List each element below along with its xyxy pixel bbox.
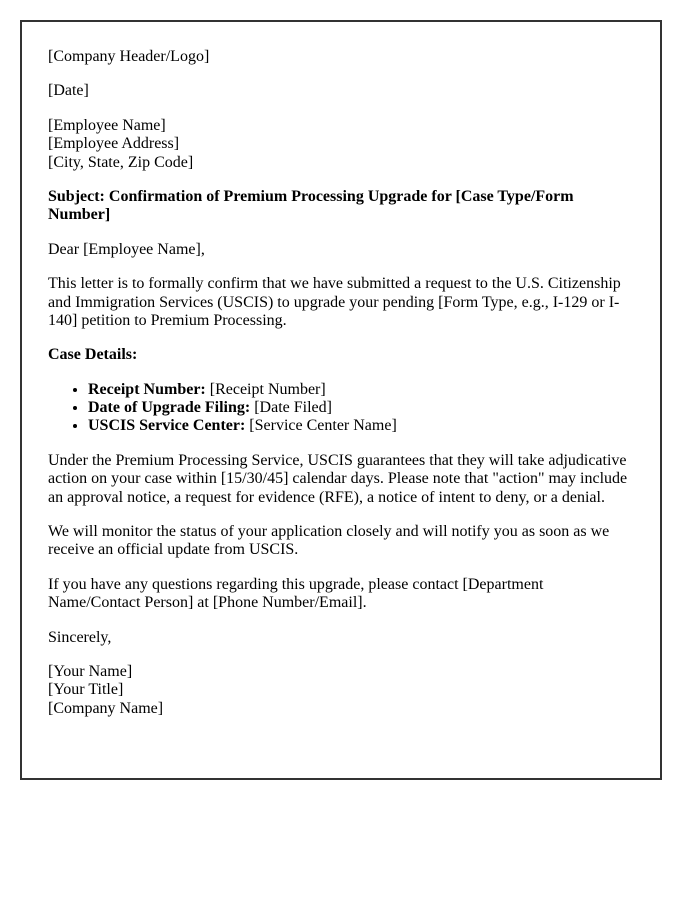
subject-line: Subject: Confirmation of Premium Processing Upgrade for [Case Type/Form Number] [48, 187, 574, 224]
recipient-block [48, 117, 634, 172]
case-detail-value: [Service Center Name] [249, 417, 397, 435]
signature-company: [Company Name] [48, 699, 164, 717]
monitor-paragraph: We will monitor the status of your application closely and will notify you as soon as we receive an official update from USCIS. [48, 523, 610, 559]
recipient-name: [Employee Name] [48, 116, 166, 134]
case-detail-service-center [88, 417, 634, 435]
signature-title: [Your Title] [48, 681, 124, 699]
case-detail-label: USCIS Service Center: [88, 417, 246, 435]
questions-paragraph: If you have any questions regarding this upgrade, please contact [Department Name/Contact Person] at [Phone Number/Email]. [48, 575, 544, 612]
case-detail-value: [Date Filed] [254, 399, 332, 417]
signature-block [48, 663, 634, 718]
case-detail-label: Date of Upgrade Filing: [88, 399, 251, 417]
letter-container [20, 20, 662, 780]
intro-paragraph: This letter is to formally confirm that we have submitted a request to the U.S. Citizenship and Immigration Services (USCIS) to upgrade your pending [Form Type, e.g., I-129 or I-140] petition to Premium Processing. [48, 275, 621, 329]
closing-line: Sincerely, [48, 628, 112, 646]
case-details-list [48, 381, 634, 436]
salutation: Dear [Employee Name], [48, 240, 205, 258]
case-detail-receipt-number [88, 381, 634, 399]
case-detail-upgrade-date [88, 399, 634, 417]
company-header-placeholder: [Company Header/Logo] [48, 48, 210, 65]
guarantee-paragraph: Under the Premium Processing Service, USCIS guarantees that they will take adjudicative action on your case within [15/30/45] calendar days. Please note that "action" may include an approval notice, a request for evidence (RFE), a notice of intent to deny, or a denial. [48, 451, 628, 506]
recipient-city-state-zip: [City, State, Zip Code] [48, 153, 194, 171]
case-detail-value: [Receipt Number] [209, 380, 326, 398]
case-detail-label: Receipt Number: [88, 380, 206, 398]
recipient-address: [Employee Address] [48, 135, 180, 153]
case-details-heading: Case Details: [48, 346, 138, 364]
date-line: [Date] [48, 82, 89, 100]
signature-name: [Your Name] [48, 662, 133, 680]
